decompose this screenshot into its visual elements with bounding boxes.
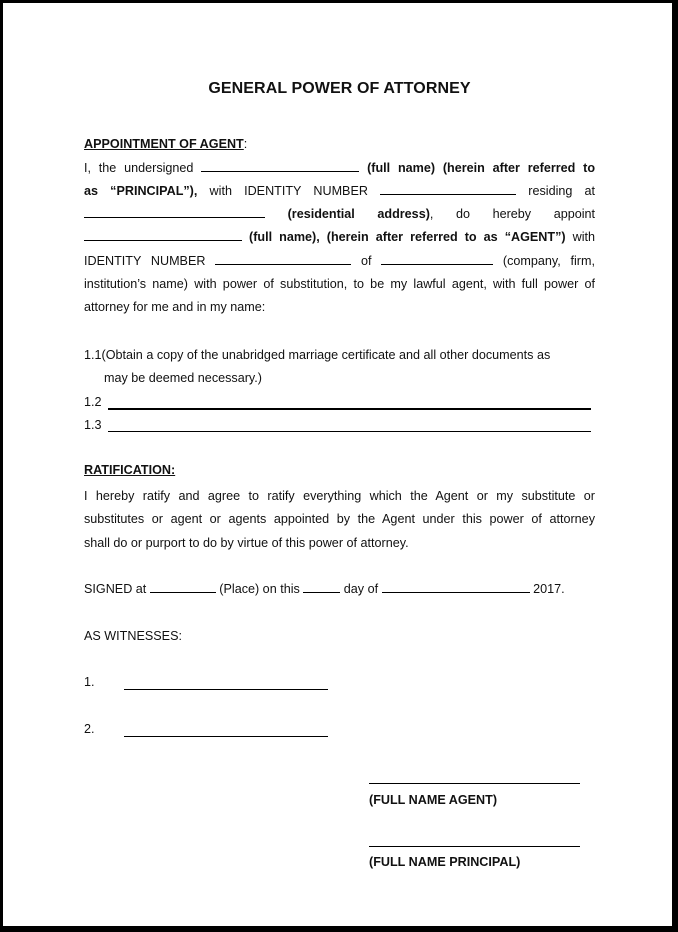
item-1-3-blank[interactable]: [108, 417, 591, 432]
document-title: GENERAL POWER OF ATTORNEY: [208, 80, 471, 97]
appointment-heading-colon: :: [243, 137, 248, 151]
signed-line: [84, 581, 595, 597]
company-blank[interactable]: [381, 253, 493, 265]
appointment-line-5: [84, 253, 595, 269]
appointment-text: of: [360, 254, 372, 268]
appointment-text: IDENTITY NUMBER: [84, 254, 206, 268]
item-1-1-continuation: may be deemed necessary.): [104, 371, 262, 385]
agent-name-blank[interactable]: [84, 229, 242, 241]
item-text: (Obtain a copy of the unabridged marriage certificate and all other documents as: [101, 348, 551, 362]
appointment-text: , do hereby appoint: [429, 207, 596, 221]
appointment-text: residing at: [528, 184, 596, 198]
appointment-line-7: attorney for me and in my name:: [84, 300, 266, 314]
appointment-line-1: [84, 160, 595, 176]
item-number: 1.1: [84, 348, 102, 362]
witness-2-number: 2.: [84, 722, 95, 736]
witnesses-heading: AS WITNESSES:: [84, 629, 182, 643]
ratification-line-3: shall do or purport to do by virtue of this power of attorney.: [84, 536, 409, 550]
appointment-text: I, the undersigned: [84, 161, 194, 175]
item-1-2-blank[interactable]: [108, 394, 591, 410]
appointment-heading: APPOINTMENT OF AGENT: [84, 137, 244, 151]
appointment-text: (company, firm,: [502, 254, 595, 268]
signed-text: SIGNED at: [84, 582, 147, 596]
principal-name-blank[interactable]: [201, 160, 359, 172]
signed-text: 2017.: [533, 582, 565, 596]
principal-signature-label: (FULL NAME PRINCIPAL): [369, 855, 521, 869]
item-number: 1.3: [84, 418, 102, 432]
appointment-text: as “PRINCIPAL”),: [84, 184, 198, 198]
appointment-line-2: [84, 183, 595, 199]
item-1-1: [84, 347, 595, 363]
witness-1-blank[interactable]: [124, 675, 328, 690]
agent-signature-line[interactable]: [369, 769, 580, 784]
signed-text: day of: [343, 582, 379, 596]
month-blank[interactable]: [382, 581, 530, 593]
appointment-line-4: [84, 229, 595, 245]
ratification-heading: RATIFICATION:: [84, 463, 176, 477]
appointment-heading-line: [84, 136, 595, 152]
witness-2-blank[interactable]: [124, 722, 328, 737]
item-number: 1.2: [84, 395, 102, 409]
ratification-line-2: substitutes or agent or agents appointed by the Agent under this power of attorney: [84, 512, 595, 526]
appointment-text: with IDENTITY NUMBER: [209, 184, 368, 198]
agent-id-blank[interactable]: [215, 253, 351, 265]
ratification-line-1: I hereby ratify and agree to ratify everything which the Agent or my substitute or: [84, 489, 595, 503]
residential-address-blank[interactable]: [84, 206, 265, 218]
appointment-text: with: [572, 230, 595, 244]
appointment-line-3: [84, 206, 595, 222]
principal-signature-line[interactable]: [369, 832, 580, 847]
agent-signature-label: (FULL NAME AGENT): [369, 793, 498, 807]
appointment-text: (residential address): [287, 207, 430, 221]
appointment-line-6: institution’s name) with power of substitution, to be my lawful agent, with full power of: [84, 277, 595, 291]
appointment-text: (full name) (herein after referred to: [367, 161, 596, 175]
day-blank[interactable]: [303, 581, 340, 593]
signed-text: (Place) on this: [219, 582, 300, 596]
appointment-text: (full name), (herein after referred to as “AGENT”): [249, 230, 566, 244]
witness-1-number: 1.: [84, 675, 95, 689]
principal-id-blank[interactable]: [380, 183, 516, 195]
place-blank[interactable]: [150, 581, 216, 593]
